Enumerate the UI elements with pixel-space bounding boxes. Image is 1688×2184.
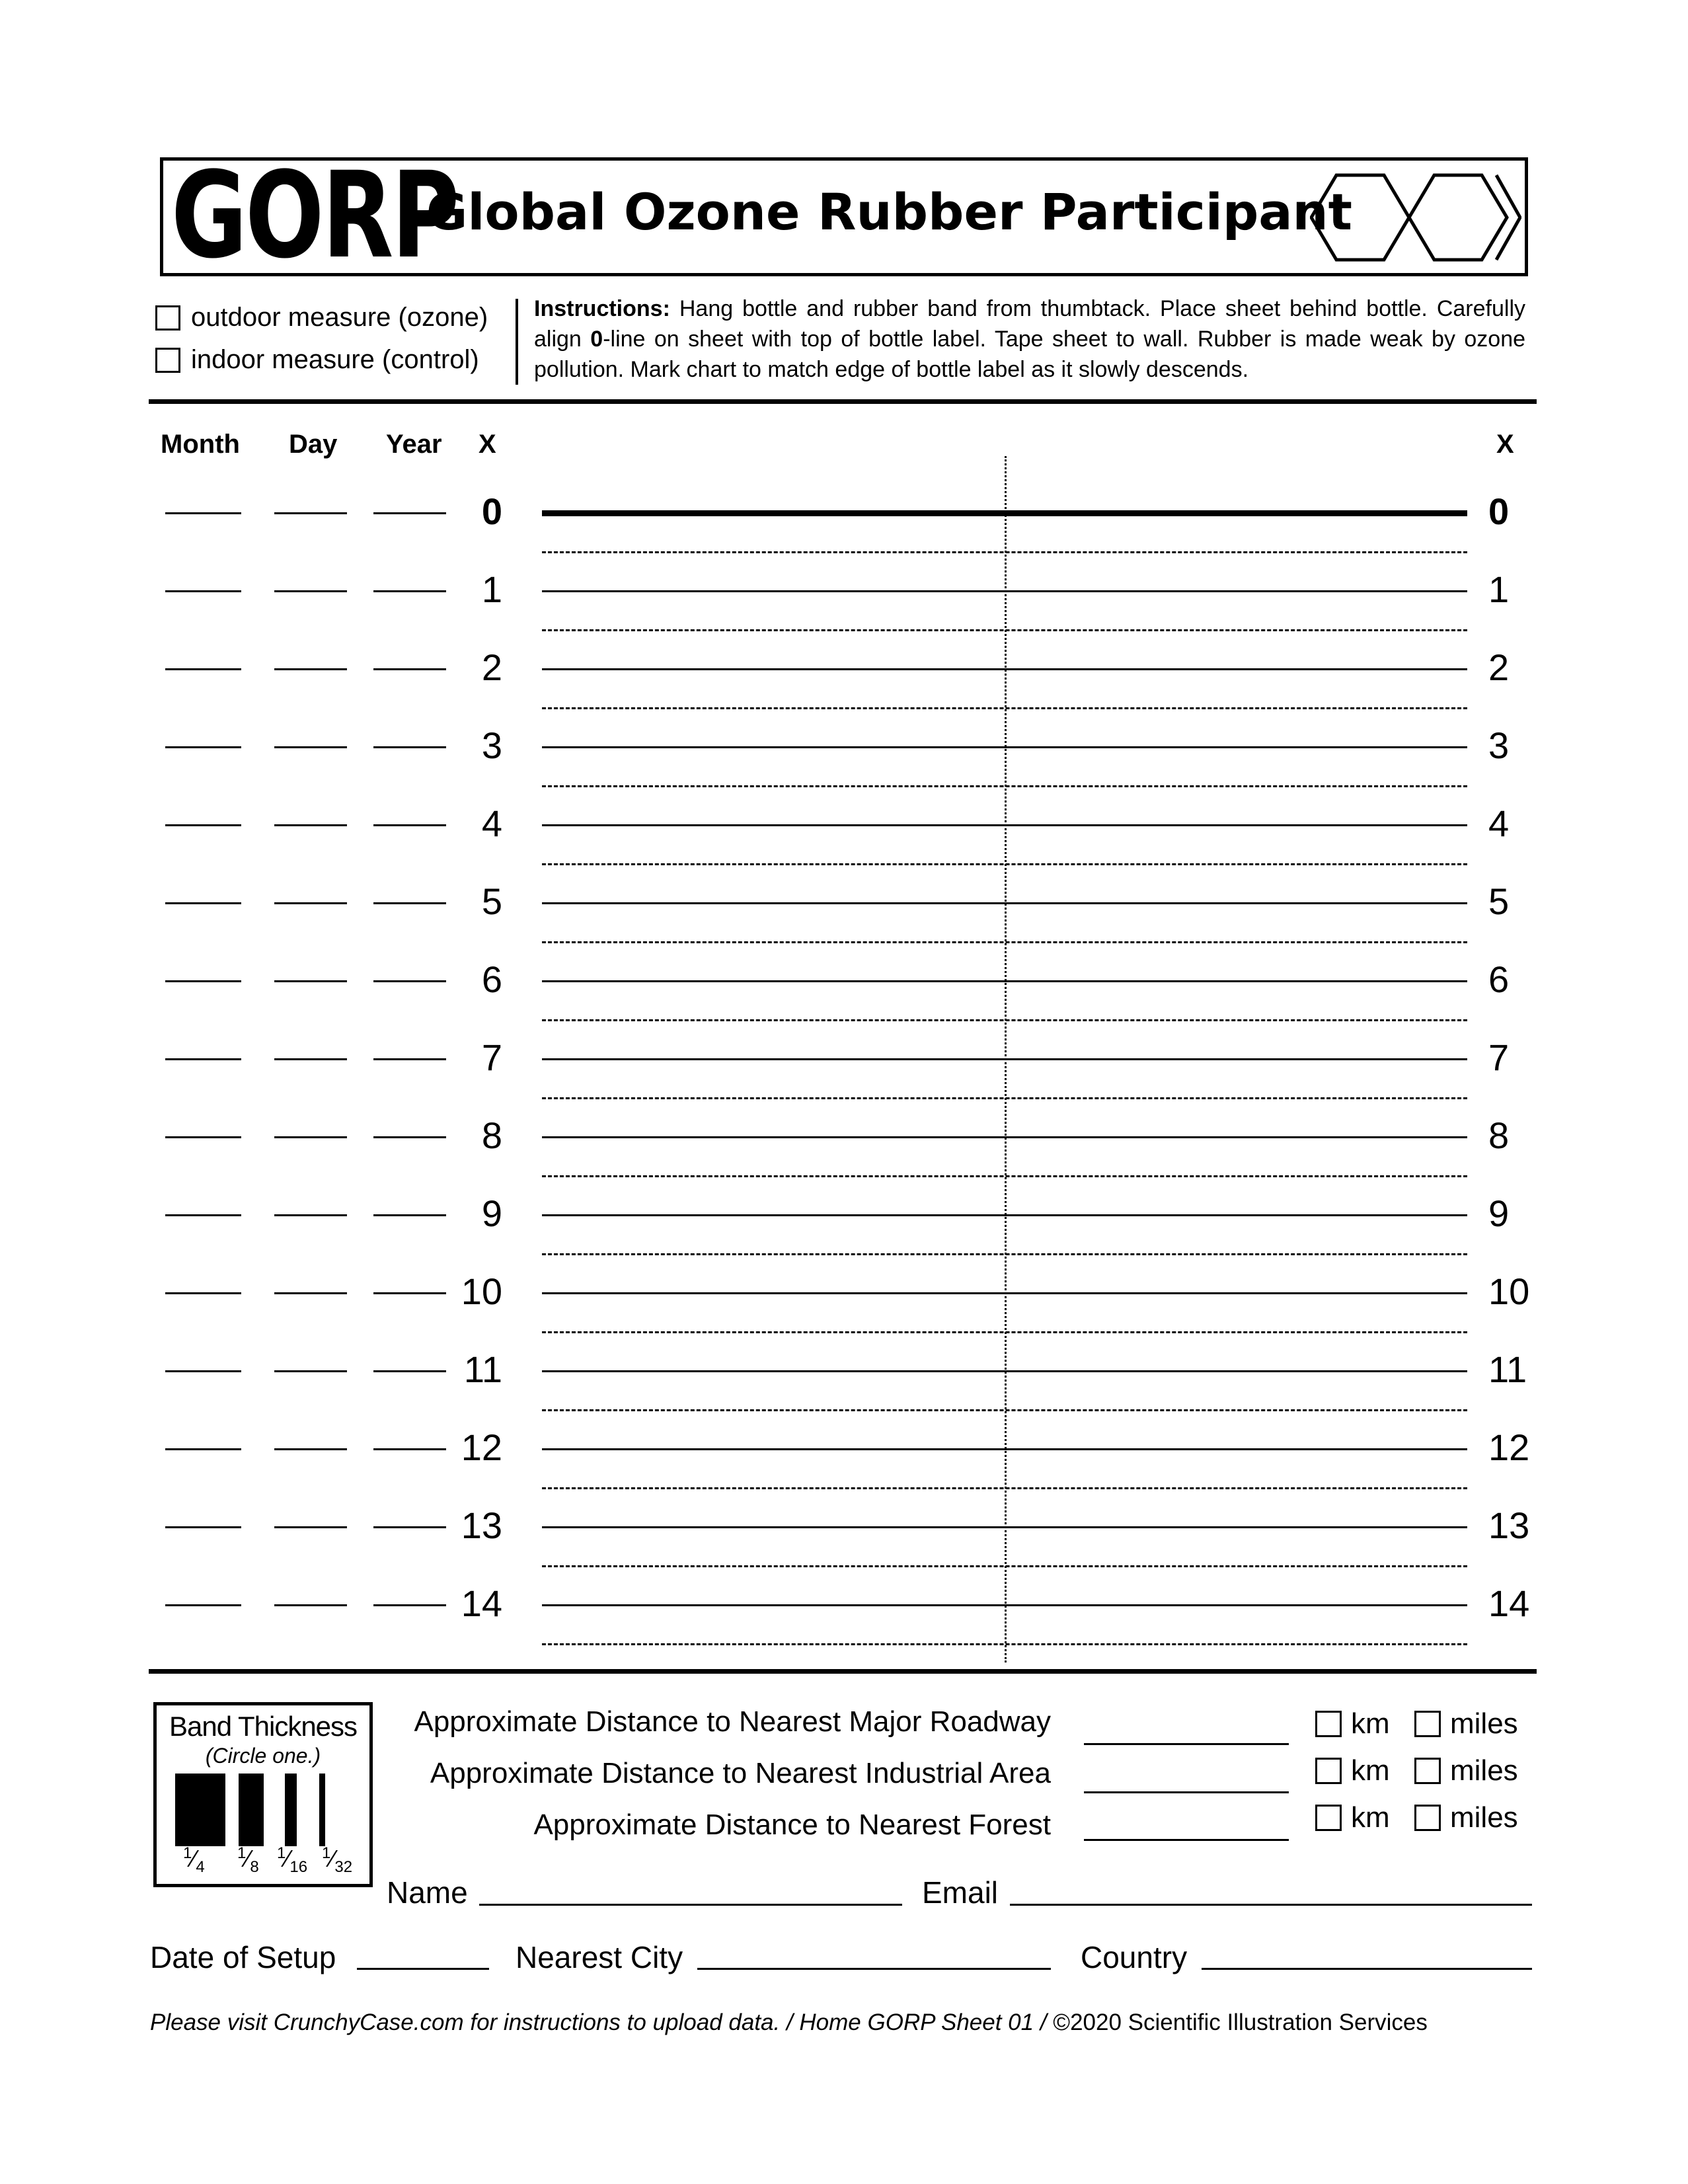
half-mark-line [542, 1643, 1467, 1645]
indoor-checkbox[interactable] [155, 348, 180, 373]
day-blank[interactable] [274, 668, 347, 670]
miles-label: miles [1450, 1801, 1518, 1834]
measure-line [542, 1292, 1467, 1294]
row-number-right: 5 [1488, 880, 1510, 922]
month-blank[interactable] [165, 980, 241, 982]
half-mark-line [542, 1331, 1467, 1333]
nearest-city-label: Nearest City [516, 1940, 683, 1974]
outdoor-measure-option[interactable] [155, 303, 488, 332]
forest-km-option[interactable] [1315, 1801, 1390, 1834]
measure-line [542, 590, 1467, 592]
forest-miles-option[interactable] [1414, 1801, 1518, 1834]
footer [150, 2009, 1428, 2036]
industrial-miles-checkbox[interactable] [1414, 1758, 1441, 1784]
km-label: km [1351, 1707, 1390, 1740]
roadway-km-option[interactable] [1315, 1707, 1390, 1740]
half-mark-line [542, 863, 1467, 865]
row-number-right: 13 [1488, 1504, 1530, 1546]
day-blank[interactable] [274, 746, 347, 748]
half-mark-line [542, 1253, 1467, 1255]
measure-line [542, 746, 1467, 748]
bottom-rule [149, 1669, 1537, 1674]
day-blank[interactable] [274, 902, 347, 904]
footer-text: Please visit CrunchyCase.com for instructions to upload data. / Home GORP Sheet 01 / [150, 2009, 1054, 2035]
name-label: Name [387, 1875, 468, 1910]
row-number-right: 8 [1488, 1114, 1510, 1156]
km-label: km [1351, 1801, 1390, 1834]
header-box [160, 147, 1528, 285]
row-number-left: 8 [481, 1114, 502, 1156]
row-number-right: 9 [1488, 1192, 1510, 1234]
half-mark-line [542, 941, 1467, 943]
forest-km-checkbox[interactable] [1315, 1805, 1342, 1831]
measure-line [542, 824, 1467, 826]
measure-line [542, 980, 1467, 982]
measure-line [542, 1214, 1467, 1216]
year-blank[interactable] [373, 1214, 446, 1216]
band-subtitle: (Circle one.) [205, 1744, 321, 1768]
row-number-left: 12 [461, 1426, 502, 1468]
measure-line [542, 902, 1467, 904]
half-mark-line [542, 785, 1467, 787]
year-blank[interactable] [373, 590, 446, 592]
row-number-right: 7 [1488, 1036, 1510, 1078]
half-mark-line [542, 551, 1467, 553]
row-number-left: 4 [481, 802, 502, 844]
band-eighth[interactable] [239, 1774, 264, 1846]
day-blank[interactable] [274, 512, 347, 514]
day-blank[interactable] [274, 1214, 347, 1216]
half-mark-line [542, 1097, 1467, 1099]
date-of-setup-label: Date of Setup [150, 1940, 336, 1974]
row-number-right: 14 [1488, 1582, 1530, 1624]
day-blank[interactable] [274, 1292, 347, 1294]
instructions-text-1: Hang bottle and rubber band from thumbtack. Place sheet behind bottle. Carefully align [534, 296, 1525, 352]
measure-line [542, 1526, 1467, 1528]
country-label: Country [1081, 1940, 1188, 1974]
industrial-miles-option[interactable] [1414, 1754, 1518, 1787]
month-blank[interactable] [165, 1604, 241, 1606]
half-mark-line [542, 629, 1467, 631]
row-number-right: 0 [1488, 490, 1510, 532]
row-number-left: 13 [461, 1504, 502, 1546]
forest-miles-checkbox[interactable] [1414, 1805, 1441, 1831]
half-mark-line [542, 1409, 1467, 1411]
row-number-left: 11 [463, 1348, 502, 1390]
row-number-left: 3 [481, 724, 502, 766]
band-label-sixteenth: $^1⁄_{16}$ [277, 1844, 308, 1877]
indoor-label: indoor measure (control) [191, 345, 479, 374]
email-field[interactable] [1010, 1904, 1532, 1906]
measure-line [542, 1136, 1467, 1138]
band-quarter[interactable] [175, 1774, 225, 1846]
month-blank[interactable] [165, 1214, 241, 1216]
band-sixteenth[interactable] [285, 1774, 297, 1846]
km-label: km [1351, 1754, 1390, 1787]
row-number-left: 0 [481, 490, 502, 532]
row-number-right: 12 [1488, 1426, 1530, 1468]
distance-industrial-label: Approximate Distance to Nearest Industrial Area [430, 1757, 1051, 1789]
indoor-measure-option[interactable] [155, 345, 479, 375]
year-blank[interactable] [373, 1604, 446, 1606]
row-number-right: 11 [1488, 1348, 1527, 1390]
measure-line [542, 510, 1467, 516]
row-number-right: 6 [1488, 958, 1510, 1000]
year-blank[interactable] [373, 746, 446, 748]
row-number-right: 4 [1488, 802, 1510, 844]
divider [516, 299, 518, 385]
instructions-label: Instructions: [534, 296, 670, 321]
year-blank[interactable] [373, 1292, 446, 1294]
half-mark-line [542, 1175, 1467, 1177]
measure-line [542, 668, 1467, 670]
month-blank[interactable] [165, 1526, 241, 1528]
row-number-left: 10 [461, 1270, 502, 1312]
x-right-header: X [1496, 430, 1514, 459]
year-blank[interactable] [373, 512, 446, 514]
year-blank[interactable] [373, 1136, 446, 1138]
band-label-eighth: $^1⁄_8$ [237, 1844, 259, 1877]
year-blank[interactable] [373, 902, 446, 904]
roadway-km-checkbox[interactable] [1315, 1711, 1342, 1737]
day-blank[interactable] [274, 590, 347, 592]
measure-line [542, 1604, 1467, 1606]
year-header: Year [386, 430, 442, 459]
measure-line [542, 1448, 1467, 1450]
half-mark-line [542, 1487, 1467, 1489]
roadway-miles-option[interactable] [1414, 1707, 1518, 1740]
roadway-miles-checkbox[interactable] [1414, 1711, 1441, 1737]
distance-forest-label: Approximate Distance to Nearest Forest [533, 1809, 1051, 1841]
day-blank[interactable] [274, 1058, 347, 1060]
email-label: Email [922, 1875, 999, 1910]
day-blank[interactable] [274, 980, 347, 982]
measure-line [542, 1058, 1467, 1060]
band-label-quarter: $^1⁄_4$ [183, 1844, 205, 1877]
row-number-right: 2 [1488, 646, 1510, 688]
year-blank[interactable] [373, 1448, 446, 1450]
month-blank[interactable] [165, 824, 241, 826]
day-blank[interactable] [274, 824, 347, 826]
hexagon-chain-icon [1310, 173, 1521, 262]
gorp-logo: GORP [171, 147, 458, 285]
instructions-text-2: -line on sheet with top of bottle label. Tape sheet to wall. Rubber is made weak by ozone pollution. Mark chart to match edge of bottle label as it slowly descends. [534, 327, 1526, 382]
month-blank[interactable] [165, 1292, 241, 1294]
industrial-km-checkbox[interactable] [1315, 1758, 1342, 1784]
distance-roadway-label: Approximate Distance to Nearest Major Roadway [414, 1705, 1051, 1738]
country-field[interactable] [1202, 1968, 1532, 1970]
date-of-setup-field[interactable] [357, 1968, 489, 1970]
row-number-right: 10 [1488, 1270, 1530, 1312]
half-mark-line [542, 1565, 1467, 1567]
year-blank[interactable] [373, 1058, 446, 1060]
miles-label: miles [1450, 1754, 1518, 1787]
day-header: Day [289, 430, 338, 459]
name-field[interactable] [479, 1904, 902, 1906]
distance-industrial-field[interactable] [1084, 1791, 1289, 1793]
footer-copyright: ©2020 Scientific Illustration Services [1053, 2009, 1428, 2035]
month-blank[interactable] [165, 1058, 241, 1060]
month-blank[interactable] [165, 902, 241, 904]
month-blank[interactable] [165, 590, 241, 592]
year-blank[interactable] [373, 1526, 446, 1528]
day-blank[interactable] [274, 1604, 347, 1606]
month-blank[interactable] [165, 512, 241, 514]
row-number-left: 9 [481, 1192, 502, 1234]
month-header: Month [161, 430, 240, 459]
x-left-header: X [479, 430, 496, 459]
day-blank[interactable] [274, 1370, 347, 1372]
day-blank[interactable] [274, 1136, 347, 1138]
nearest-city-field[interactable] [697, 1968, 1051, 1970]
row-number-right: 3 [1488, 724, 1510, 766]
month-blank[interactable] [165, 746, 241, 748]
year-blank[interactable] [373, 668, 446, 670]
top-rule [149, 399, 1537, 404]
instructions-zero: 0 [590, 327, 603, 352]
month-blank[interactable] [165, 1448, 241, 1450]
row-number-left: 2 [481, 646, 502, 688]
measure-line [542, 1370, 1467, 1372]
row-number-left: 5 [481, 880, 502, 922]
month-blank[interactable] [165, 1370, 241, 1372]
distance-forest-field[interactable] [1084, 1839, 1289, 1841]
distance-roadway-field[interactable] [1084, 1743, 1289, 1745]
band-title: Band Thickness [169, 1711, 358, 1742]
page-title: Global Ozone Rubber Participant [426, 182, 1352, 241]
miles-label: miles [1450, 1707, 1518, 1740]
instructions [534, 293, 1525, 385]
year-blank[interactable] [373, 1370, 446, 1372]
outdoor-checkbox[interactable] [155, 305, 180, 331]
month-blank[interactable] [165, 1136, 241, 1138]
year-blank[interactable] [373, 824, 446, 826]
day-blank[interactable] [274, 1526, 347, 1528]
outdoor-label: outdoor measure (ozone) [191, 303, 488, 332]
month-blank[interactable] [165, 668, 241, 670]
band-label-thirtysecond: $^1⁄_{32}$ [322, 1844, 353, 1877]
industrial-km-option[interactable] [1315, 1754, 1390, 1787]
half-mark-line [542, 707, 1467, 709]
row-number-left: 14 [461, 1582, 502, 1624]
year-blank[interactable] [373, 980, 446, 982]
day-blank[interactable] [274, 1448, 347, 1450]
row-number-left: 7 [481, 1036, 502, 1078]
half-mark-line [542, 1019, 1467, 1021]
row-number-left: 1 [481, 568, 502, 610]
row-number-left: 6 [481, 958, 502, 1000]
row-number-right: 1 [1488, 568, 1510, 610]
